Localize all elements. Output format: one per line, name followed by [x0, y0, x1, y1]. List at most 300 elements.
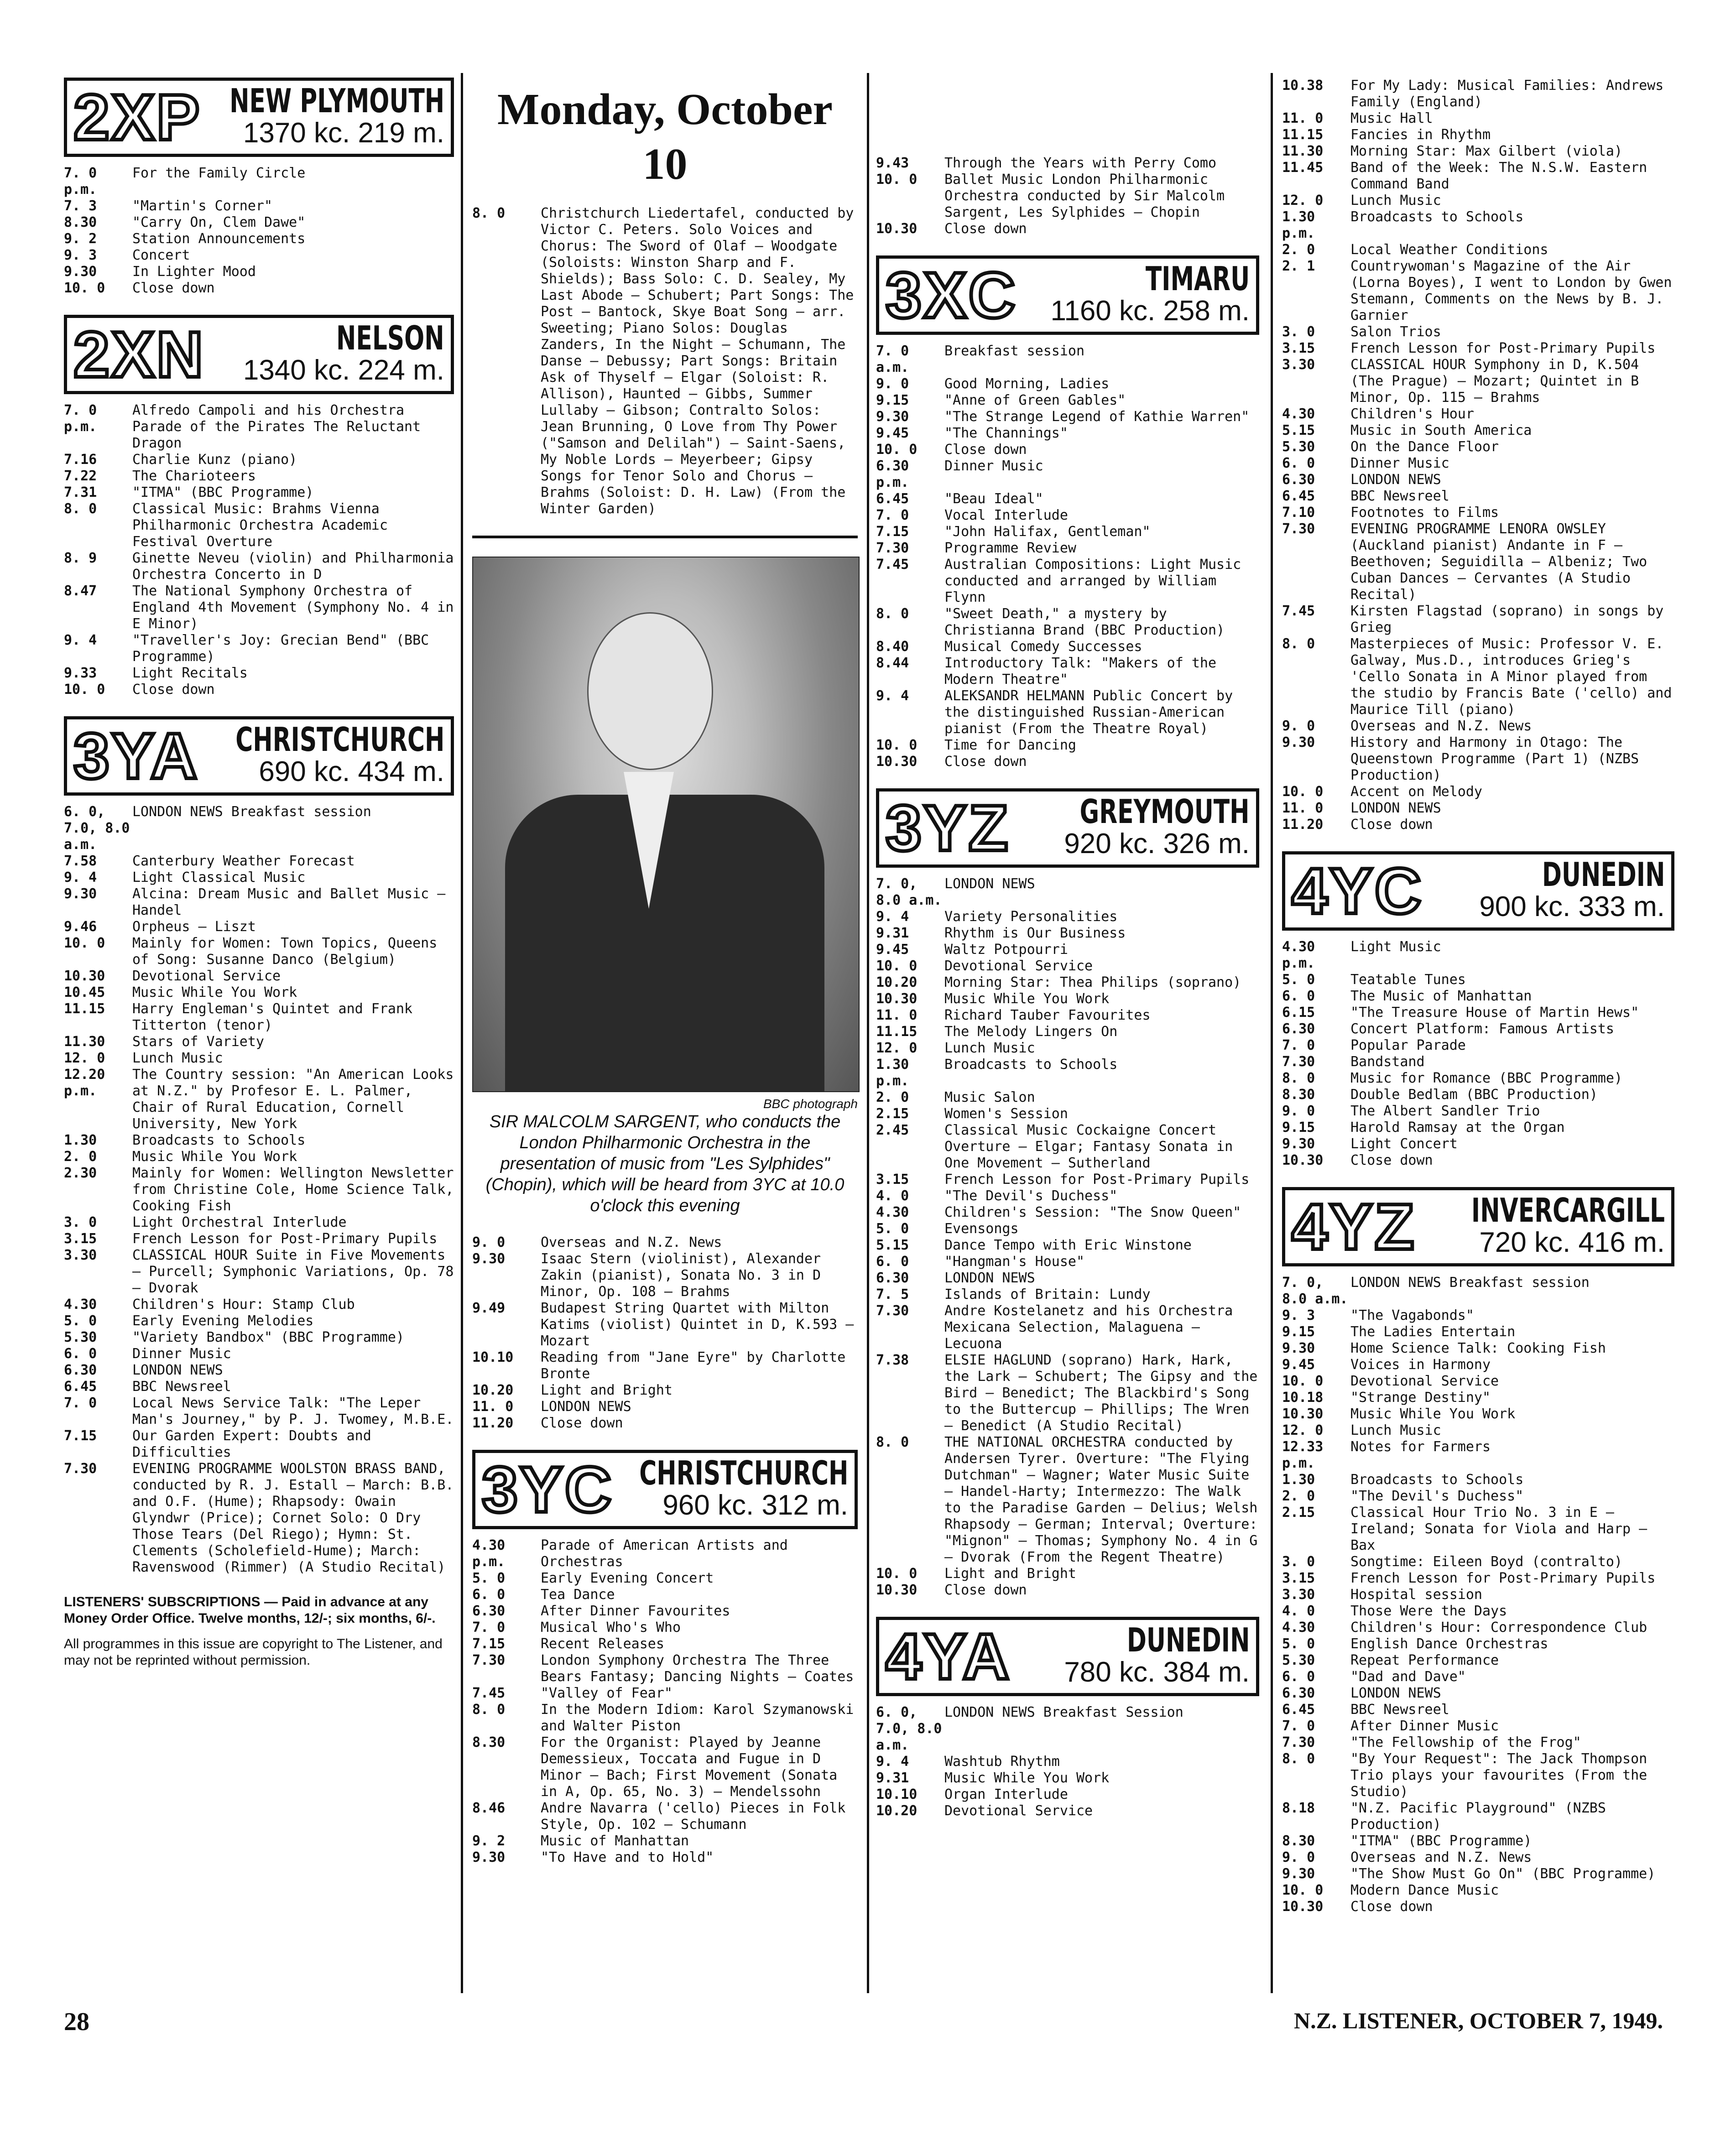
entry-programme: Music While You Work	[944, 1770, 1110, 1786]
schedule-entry	[876, 425, 1259, 442]
station-frequency: 900 kc. 333 m.	[1479, 891, 1665, 922]
entry-time: 9. 4	[876, 688, 909, 704]
entry-programme: Music While You Work	[944, 991, 1110, 1007]
schedule-entry	[64, 1149, 454, 1165]
entry-time: 8. 0	[1282, 1070, 1315, 1086]
entry-programme: Ginette Neveu (violin) and Philharmonia Orchestra Concerto in D	[132, 550, 454, 583]
entry-time: 9.45	[1282, 1357, 1315, 1373]
schedule-entry	[876, 172, 1259, 221]
entry-time: 9.30	[1282, 1340, 1315, 1356]
schedule-entry	[1282, 1103, 1674, 1120]
schedule-entry	[1282, 1005, 1674, 1021]
entry-time: 9. 3	[64, 247, 97, 263]
entry-time: 10. 0	[876, 442, 918, 458]
entry-programme: Lunch Music	[132, 1050, 223, 1066]
entry-programme: BBC Newsreel	[1350, 488, 1449, 504]
schedule-entry	[472, 1399, 858, 1415]
entry-programme: LONDON NEWS	[132, 1362, 223, 1378]
subscription-note: LISTENERS' SUBSCRIPTIONS — Paid in advance at any Money Order Office. Twelve months, 12/-; six months, 6/-.	[64, 1594, 436, 1626]
entry-time: 4.30	[876, 1204, 909, 1220]
entry-time: 6. 0	[472, 1587, 506, 1603]
schedule-entry	[1282, 1340, 1674, 1357]
schedule-entry	[1282, 1439, 1674, 1472]
photo-credit: BBC photograph	[763, 1097, 858, 1111]
entry-time: 2.45	[876, 1122, 909, 1138]
entry-time: 7. 0	[472, 1620, 506, 1635]
entry-programme: Dinner Music	[944, 458, 1043, 474]
schedule-entry	[64, 804, 454, 853]
entry-programme: The Ladies Entertain	[1350, 1324, 1516, 1340]
schedule-entry	[876, 1057, 1259, 1089]
schedule-4ya-continued	[1282, 78, 1674, 833]
schedule-entry	[472, 1603, 858, 1620]
schedule-entry	[876, 1237, 1259, 1254]
entry-time: 8. 0	[876, 1434, 909, 1450]
station-header-2xn	[64, 315, 454, 394]
entry-time: 3.15	[1282, 1570, 1315, 1586]
entry-time: 12. 0	[1282, 193, 1324, 208]
schedule-entry	[472, 1537, 858, 1570]
entry-time: 7.30	[472, 1652, 506, 1668]
station-code: 3YA	[73, 720, 199, 792]
entry-programme: Music of Manhattan	[541, 1833, 689, 1849]
entry-time: 8.46	[472, 1800, 506, 1816]
entry-time: 10. 0	[876, 737, 918, 753]
station-city: TIMARU	[1145, 260, 1250, 298]
entry-time: 9. 2	[472, 1833, 506, 1849]
entry-time: 5. 0	[1282, 972, 1315, 988]
entry-programme: EVENING PROGRAMME WOOLSTON BRASS BAND, conducted by R. J. Estall — March: B.B. and O.F. (Hume); Rhapsody: Owain Glyndwr (Price); Cornet Solo: O Dry Those Tears (Del Riego); Hymn: St. Clements (Scholefield-Hume); March: Ravenswood (Rimmer) (A Studio Recital)	[132, 1461, 454, 1575]
schedule-entry	[1282, 242, 1674, 258]
entry-programme: The Charioteers	[132, 468, 256, 484]
schedule-entry	[1282, 1324, 1674, 1340]
footer-publication: N.Z. LISTENER, OCTOBER 7, 1949.	[1294, 2008, 1663, 2033]
schedule-entry	[64, 1034, 454, 1050]
entry-programme: ALEKSANDR HELMANN Public Concert by the distinguished Russian-American pianist (From the Theatre Royal)	[944, 688, 1233, 737]
entry-programme: Isaac Stern (violinist), Alexander Zakin (pianist), Sonata No. 3 in D Minor, Op. 108 — Brahms	[541, 1251, 821, 1300]
entry-time: 10.30	[64, 968, 105, 984]
entry-time: 10.45	[64, 984, 105, 1000]
entry-time: 9. 4	[64, 632, 97, 648]
schedule-entry	[876, 958, 1259, 974]
entry-time: 10.30	[1282, 1406, 1324, 1422]
entry-programme: LONDON NEWS	[541, 1399, 631, 1415]
entry-programme: The Albert Sandler Trio	[1350, 1103, 1540, 1119]
schedule-entry	[64, 247, 454, 264]
entry-time: 6.30	[1282, 1021, 1315, 1037]
entry-time: 5.15	[876, 1237, 909, 1253]
station-header-4ya	[876, 1617, 1259, 1696]
entry-time: 10.20	[876, 1803, 918, 1819]
schedule-entry	[64, 264, 454, 280]
station-frequency: 1340 kc. 224 m.	[243, 354, 444, 386]
entry-programme: In Lighter Mood	[132, 264, 256, 280]
schedule-entry	[1282, 1037, 1674, 1054]
entry-programme: Local Weather Conditions	[1350, 242, 1548, 258]
entry-time: 9. 0	[472, 1234, 506, 1250]
entry-time: 8. 0	[1282, 1751, 1315, 1767]
entry-time: 2. 0	[1282, 1488, 1315, 1504]
station-code: 3YZ	[886, 792, 1010, 864]
schedule-entry	[1282, 1866, 1674, 1882]
entry-time: 10. 0	[1282, 1882, 1324, 1898]
entry-time: 6. 0	[1282, 988, 1315, 1004]
entry-time: 2.15	[876, 1106, 909, 1122]
schedule-entry	[876, 1754, 1259, 1770]
entry-programme: Morning Star: Thea Philips (soprano)	[944, 974, 1241, 990]
schedule-entry	[1282, 784, 1674, 800]
schedule-entry	[876, 458, 1259, 491]
schedule-entry	[1282, 439, 1674, 455]
schedule-entry	[64, 853, 454, 870]
entry-time: 11. 0	[1282, 110, 1324, 126]
schedule-entry	[472, 1349, 858, 1382]
schedule-entry	[1282, 488, 1674, 505]
entry-time: 1.30	[1282, 1472, 1315, 1488]
station-city: NEW PLYMOUTH	[229, 82, 444, 120]
schedule-entry	[1282, 1603, 1674, 1620]
entry-programme: "The Show Must Go On" (BBC Programme)	[1350, 1866, 1656, 1882]
entry-programme: "The Fellowship of the Frog"	[1350, 1734, 1581, 1750]
entry-time: 10. 0	[64, 682, 105, 698]
entry-time: 7. 0, 8.0 a.m.	[1282, 1275, 1348, 1307]
entry-programme: Women's Session	[944, 1106, 1068, 1122]
schedule-entry	[876, 540, 1259, 557]
entry-programme: "Beau Ideal"	[944, 491, 1043, 507]
entry-time: 9. 4	[64, 870, 97, 885]
entry-time: 7.45	[472, 1685, 506, 1701]
entry-time: 9. 2	[64, 231, 97, 247]
schedule-entry	[876, 688, 1259, 737]
schedule-entry	[64, 665, 454, 682]
schedule-entry	[876, 1089, 1259, 1106]
entry-time: 8.44	[876, 655, 909, 671]
schedule-entry	[876, 343, 1259, 376]
entry-time: 12. 0	[1282, 1422, 1324, 1438]
schedule-entry	[472, 1570, 858, 1587]
schedule-entry	[876, 1204, 1259, 1221]
schedule-entry	[64, 501, 454, 550]
entry-programme: Organ Interlude	[944, 1786, 1068, 1802]
entry-programme: "ITMA" (BBC Programme)	[1350, 1833, 1532, 1849]
schedule-entry	[1282, 988, 1674, 1005]
entry-time: 9.15	[1282, 1120, 1315, 1135]
schedule-entry	[876, 1286, 1259, 1303]
entry-time: 8.30	[1282, 1833, 1315, 1849]
entry-programme: Light Orchestral Interlude	[132, 1214, 347, 1230]
schedule-entry	[64, 1395, 454, 1428]
entry-time: 2. 1	[1282, 258, 1315, 274]
schedule-entry	[1282, 1882, 1674, 1899]
entry-programme: For the Organist: Played by Jeanne Demessieux, Toccata and Fugue in D Minor — Bach; First Movement (Sonata in A, Op. 65, No. 3) — Mendelssohn	[541, 1734, 838, 1800]
schedule-entry	[64, 682, 454, 698]
entry-programme: Band of the Week: The N.S.W. Eastern Command Band	[1350, 160, 1647, 192]
entry-programme: On the Dance Floor	[1350, 439, 1499, 455]
schedule-entry	[64, 1313, 454, 1329]
schedule-3ya-evening	[472, 1234, 858, 1432]
entry-programme: LONDON NEWS	[944, 876, 1035, 892]
entry-time: 3.30	[1282, 357, 1315, 373]
entry-programme: Light Recitals	[132, 665, 248, 681]
entry-programme: "The Devil's Duchess"	[944, 1188, 1118, 1204]
entry-programme: Devotional Service	[132, 968, 281, 984]
entry-time: 4.30	[1282, 1620, 1315, 1635]
station-frequency: 720 kc. 416 m.	[1479, 1227, 1665, 1258]
entry-time: 11.15	[64, 1001, 105, 1017]
entry-programme: Light Concert	[1350, 1136, 1458, 1152]
entry-programme: Musical Comedy Successes	[944, 639, 1142, 655]
schedule-3yz	[876, 876, 1259, 1599]
entry-programme: LONDON NEWS	[1350, 800, 1441, 816]
schedule-entry	[1282, 1136, 1674, 1152]
schedule-entry	[1282, 1702, 1674, 1718]
schedule-entry	[64, 935, 454, 968]
entry-programme: Breakfast session	[944, 343, 1085, 359]
station-frequency: 920 kc. 326 m.	[1064, 828, 1250, 859]
entry-programme: LONDON NEWS	[1350, 1685, 1441, 1701]
schedule-entry	[472, 1636, 858, 1652]
entry-programme: Classical Music: Brahms Vienna Philharmonic Orchestra Academic Festival Overture	[132, 501, 388, 550]
entry-programme: Canterbury Weather Forecast	[132, 853, 355, 869]
schedule-entry	[64, 968, 454, 984]
entry-time: 10.10	[876, 1786, 918, 1802]
entry-time: 10.18	[1282, 1390, 1324, 1406]
schedule-entry	[1282, 1275, 1674, 1307]
schedule-entry	[1282, 1488, 1674, 1505]
entry-programme: Parade of American Artists and Orchestras	[541, 1537, 788, 1570]
entry-programme: The Melody Lingers On	[944, 1024, 1118, 1040]
entry-programme: "Strange Destiny"	[1350, 1390, 1491, 1406]
schedule-entry	[1282, 78, 1674, 110]
entry-programme: Alcina: Dream Music and Ballet Music — Handel	[132, 886, 446, 918]
entry-time: 8. 0	[472, 1702, 506, 1718]
entry-programme: Charlie Kunz (piano)	[132, 452, 297, 468]
entry-programme: "Hangman's House"	[944, 1254, 1085, 1270]
station-header-4yz	[1282, 1187, 1674, 1266]
schedule-entry	[876, 1566, 1259, 1582]
schedule-entry	[1282, 1087, 1674, 1103]
schedule-entry	[1282, 1406, 1674, 1422]
schedule-entry	[1282, 1849, 1674, 1866]
entry-time: 10. 0	[64, 935, 105, 951]
entry-time: 8. 9	[64, 550, 97, 566]
entry-programme: Broadcasts to Schools	[132, 1132, 306, 1148]
face-shape	[587, 612, 713, 770]
station-city: NELSON	[336, 319, 444, 357]
schedule-entry	[876, 639, 1259, 655]
entry-programme: For My Lady: Musical Families: Andrews Family (England)	[1350, 78, 1664, 110]
page-number: 28	[64, 2008, 89, 2036]
schedule-entry	[472, 1415, 858, 1432]
entry-time: 7. 5	[876, 1286, 909, 1302]
entry-time: 2.30	[64, 1165, 97, 1181]
schedule-entry	[1282, 193, 1674, 209]
schedule-entry	[876, 1122, 1259, 1172]
schedule-entry	[876, 1270, 1259, 1286]
schedule-entry	[1282, 1833, 1674, 1849]
station-frequency: 780 kc. 384 m.	[1064, 1656, 1250, 1688]
entry-time: 7.58	[64, 853, 97, 869]
entry-programme: ELSIE HAGLUND (soprano) Hark, Hark, the Lark — Schubert; The Gipsy and the Bird — Benedict; The Blackbird's Song to the Buttercup — Phillips; The Wren — Benedict (A Studio Recital)	[944, 1352, 1258, 1434]
entry-time: 3.15	[64, 1231, 97, 1247]
schedule-entry	[472, 205, 858, 517]
entry-time: 4.30	[64, 1297, 97, 1312]
entry-programme: Music Hall	[1350, 110, 1433, 126]
entry-time: 9.31	[876, 1770, 909, 1786]
entry-programme: "The Devil's Duchess"	[1350, 1488, 1524, 1504]
entry-time: 9. 0	[1282, 1103, 1315, 1119]
entry-time: 11.30	[1282, 143, 1324, 159]
entry-time: 10.30	[876, 221, 918, 237]
entry-time: 6. 0, 7.0, 8.0 a.m.	[876, 1704, 942, 1753]
schedule-entry	[64, 1067, 454, 1132]
entry-programme: "Dad and Dave"	[1350, 1669, 1466, 1685]
entry-programme: "The Channings"	[944, 425, 1068, 441]
schedule-entry	[876, 155, 1259, 172]
schedule-entry	[64, 280, 454, 297]
entry-time: 10.20	[472, 1382, 514, 1398]
entry-programme: Close down	[1350, 817, 1433, 833]
entry-programme: Overseas and N.Z. News	[1350, 1849, 1532, 1865]
entry-time: 10.30	[876, 1582, 918, 1598]
entry-time: 11.30	[64, 1034, 105, 1050]
station-city: CHRISTCHURCH	[639, 1454, 848, 1492]
entry-time: 9. 0	[1282, 718, 1315, 734]
entry-time: 4.30	[1282, 406, 1315, 422]
schedule-entry	[64, 1346, 454, 1362]
entry-time: 7.38	[876, 1352, 909, 1368]
entry-programme: Concert Platform: Famous Artists	[1350, 1021, 1614, 1037]
entry-programme: Devotional Service	[944, 958, 1093, 974]
schedule-entry	[1282, 1899, 1674, 1915]
entry-programme: Early Evening Concert	[541, 1570, 714, 1586]
entry-programme: Devotional Service	[944, 1803, 1093, 1819]
entry-time: 10. 0	[876, 1566, 918, 1582]
station-code: 4YC	[1292, 855, 1423, 927]
schedule-3xc	[876, 343, 1259, 770]
entry-time: 7.16	[64, 452, 97, 468]
entry-programme: BBC Newsreel	[132, 1379, 231, 1395]
station-header-3yc	[472, 1450, 858, 1529]
entry-programme: Vocal Interlude	[944, 507, 1068, 523]
schedule-4yc	[1282, 939, 1674, 1169]
schedule-entry	[64, 468, 454, 484]
entry-time: 9.30	[472, 1849, 506, 1865]
entry-time: 9. 0	[1282, 1849, 1315, 1865]
entry-programme: The Country session: "An American Looks at N.Z." by Profesor E. L. Palmer, Chair of Rural Education, Cornell University, New York	[132, 1067, 454, 1132]
entry-time: 7. 0	[1282, 1718, 1315, 1734]
entry-programme: Andre Navarra ('cello) Pieces in Folk Style, Op. 102 — Schumann	[541, 1800, 846, 1833]
entry-time: 7.30	[1282, 1734, 1315, 1750]
entry-time: 11. 0	[1282, 800, 1324, 816]
schedule-entry	[876, 392, 1259, 409]
schedule-entry	[876, 655, 1259, 688]
schedule-entry	[1282, 1636, 1674, 1652]
entry-time: 7.15	[472, 1636, 506, 1652]
schedule-entry	[876, 1254, 1259, 1270]
entry-time: 9.30	[64, 886, 97, 902]
schedule-entry	[876, 942, 1259, 958]
entry-time: 9. 0	[876, 376, 909, 392]
entry-time: 6. 0	[64, 1346, 97, 1362]
schedule-entry	[1282, 939, 1674, 972]
entry-time: 8.18	[1282, 1800, 1315, 1816]
photo-caption: SIR MALCOLM SARGENT, who conducts the London Philharmonic Orchestra in the presentation of music from "Les Sylphides" (Chopin), which will be heard from 3YC at 10.0 o'clock this evening	[485, 1112, 845, 1215]
schedule-entry	[472, 1849, 858, 1866]
schedule-entry	[472, 1620, 858, 1636]
schedule-3ya	[64, 804, 454, 1576]
entry-programme: Andre Kostelanetz and his Orchestra Mexicana Selection, Malaguena — Lecuona	[944, 1303, 1233, 1352]
entry-time: 7.31	[64, 484, 97, 500]
entry-programme: "To Have and to Hold"	[541, 1849, 714, 1865]
entry-programme: Light Music	[1350, 939, 1441, 955]
entry-programme: After Dinner Favourites	[541, 1603, 730, 1619]
schedule-entry	[64, 1050, 454, 1067]
schedule-entry	[1282, 1054, 1674, 1070]
entry-programme: Dinner Music	[1350, 455, 1449, 471]
entry-time: 8.47	[64, 583, 97, 599]
entry-programme: Christchurch Liedertafel, conducted by Victor C. Peters. Solo Voices and Chorus: The Sword of Olaf — Woodgate (Soloists: Winston Sharp and F. Shields); Bass Solo: C. D. Sealey, My Last Abode — Schubert; Part Songs: The Post — Bantock, Skye Boat Song — arr. Sweeting; Piano Solos: Douglas Zanders, In the Night — Schumann, The Danse — Debussy; Part Songs: Britain Ask of Thyself — Elgar (Soloist: R. Allison), Haunted — Gibbs, Summer Lullaby — Gibson; Contralto Solos: Jean Brunning, O Love from Thy Power ("Samson and Delilah") — Saint-Saens, My Noble Lords — Meyerbeer; Gipsy Songs for Tenor Solo and Chorus — Brahms (Soloist: D. H. Law) (From the Winter Garden)	[541, 205, 854, 517]
entry-time: 9.15	[1282, 1324, 1315, 1340]
schedule-entry	[1282, 1652, 1674, 1669]
entry-programme: Teatable Tunes	[1350, 972, 1466, 988]
entry-time: 6.30	[1282, 472, 1315, 488]
schedule-entry	[876, 524, 1259, 540]
entry-time: 10.10	[472, 1349, 514, 1365]
entry-time: 8. 0	[876, 606, 909, 622]
entry-programme: Close down	[944, 754, 1027, 770]
entry-programme: Overseas and N.Z. News	[541, 1234, 722, 1250]
entry-programme: Australian Compositions: Light Music conducted and arranged by William Flynn	[944, 557, 1241, 605]
entry-time: 3.15	[876, 1172, 909, 1187]
schedule-entry	[64, 1329, 454, 1346]
schedule-entry	[1282, 800, 1674, 817]
entry-programme: Music While You Work	[1350, 1406, 1516, 1422]
schedule-entry	[876, 1582, 1259, 1599]
schedule-entry	[1282, 1357, 1674, 1373]
entry-programme: Light Classical Music	[132, 870, 306, 885]
schedule-entry	[876, 557, 1259, 606]
entry-programme: Close down	[541, 1415, 623, 1431]
station-city: DUNEDIN	[1126, 1621, 1250, 1659]
entry-time: 6.30	[1282, 1685, 1315, 1701]
entry-time: 7. 0	[1282, 1037, 1315, 1053]
entry-programme: "The Treasure House of Martin Hews"	[1350, 1005, 1639, 1021]
entry-programme: Devotional Service	[1350, 1373, 1499, 1389]
entry-programme: "The Strange Legend of Kathie Warren"	[944, 409, 1250, 425]
entry-programme: Waltz Potpourri	[944, 942, 1068, 958]
schedule-entry	[876, 1303, 1259, 1352]
schedule-entry	[1282, 1152, 1674, 1169]
entry-programme: Masterpieces of Music: Professor V. E. Galway, Mus.D., introduces Grieg's 'Cello Sonata in A Minor played from the studio by Francis Bate ('cello) and Maurice Till (piano)	[1350, 636, 1672, 718]
entry-time: 11. 0	[876, 1007, 918, 1023]
entry-time: 8.30	[64, 214, 97, 230]
entry-programme: Music While You Work	[132, 1149, 297, 1165]
entry-time: 4. 0	[876, 1188, 909, 1204]
entry-time: 8. 0	[472, 205, 506, 221]
entry-programme: Introductory Talk: "Makers of the Modern Theatre"	[944, 655, 1217, 687]
entry-time: 2.15	[1282, 1505, 1315, 1521]
entry-time: 9.30	[1282, 1866, 1315, 1882]
entry-time: 9.15	[876, 392, 909, 408]
schedule-entry	[876, 221, 1259, 237]
entry-programme: LONDON NEWS Breakfast session	[1350, 1275, 1590, 1291]
entry-programme: Double Bedlam (BBC Production)	[1350, 1087, 1598, 1103]
entry-time: 10.30	[1282, 1899, 1324, 1915]
entry-time: 5.30	[1282, 1652, 1315, 1668]
entry-programme: French Lesson for Post-Primary Pupils	[132, 1231, 438, 1247]
entry-time: 3.30	[1282, 1587, 1315, 1603]
